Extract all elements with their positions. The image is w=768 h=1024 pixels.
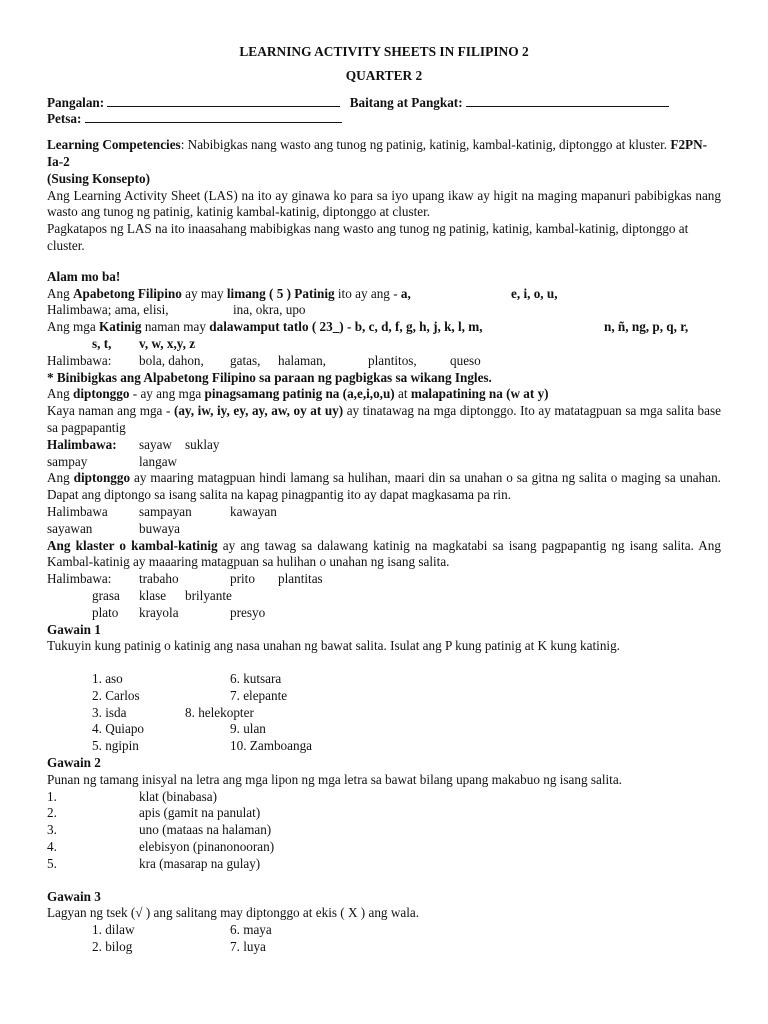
- text: sayaw: [139, 436, 172, 452]
- text: s, t,: [92, 335, 112, 351]
- text: grasa: [92, 587, 120, 603]
- diptonggo-examples-2: [47, 454, 721, 471]
- list-item: [47, 822, 721, 839]
- text: Halimbawa:: [47, 571, 112, 587]
- text: ay maaring matagpuan hindi lamang sa hulihan, maari din sa unahan o sa gitna ng salita o maging sa unahan. Dapat ang diptongo sa isang salita na kapag pinagpantig ito ay dapat magkasama pa rin.: [47, 470, 721, 503]
- concept-heading: (Susing Konsepto): [47, 170, 150, 186]
- text: 3.: [47, 822, 57, 838]
- vowels-line: [47, 286, 721, 303]
- text: krayola: [139, 604, 179, 620]
- text: limang ( 5 ) Patinig: [226, 285, 335, 301]
- text: Halimbawa: [47, 503, 108, 519]
- text: 2. bilog: [92, 939, 133, 955]
- text: at: [394, 386, 411, 402]
- text: gatas,: [230, 352, 261, 368]
- text: v, w, x,y, z: [139, 335, 196, 351]
- text: 2.: [47, 805, 57, 821]
- text: ina, okra, upo: [233, 302, 306, 318]
- text: trabaho: [139, 571, 179, 587]
- text: Ang: [47, 285, 74, 301]
- consonants-line: [47, 319, 721, 336]
- text: malapatining na (w at y): [410, 386, 549, 402]
- gawain3-items: [47, 922, 721, 956]
- text: prito: [230, 571, 255, 587]
- list-item: [47, 789, 721, 806]
- text: a,: [400, 285, 411, 301]
- text: 1. aso: [92, 671, 123, 687]
- text: 5. ngipin: [92, 738, 139, 754]
- diptonggo-paragraph: [47, 470, 721, 504]
- vowels-list: e, i, o, u,: [511, 285, 558, 301]
- text: Halimbawa:: [47, 436, 117, 452]
- text: Apabetong Filipino: [73, 285, 182, 301]
- text: Ang mga: [47, 319, 100, 335]
- concept-paragraph-2: Pagkatapos ng LAS na ito inaasahang mabibigkas nang wasto ang tunog ng patinig, katinig, kambal-katinig, diptonggo at cluster.: [47, 221, 689, 253]
- klaster-paragraph: [47, 538, 721, 572]
- name-blank[interactable]: [107, 94, 340, 107]
- list-item: [47, 705, 721, 722]
- diptonggo-examples-3: [47, 504, 721, 521]
- gawain1-heading: Gawain 1: [47, 621, 101, 637]
- text: kra (masarap na gulay): [139, 855, 261, 871]
- alphabet-note: * Binibigkas ang Alpabetong Filipino sa paraan ng pagbigkas sa wikang Ingles.: [47, 369, 492, 385]
- text: 5.: [47, 855, 57, 871]
- text: langaw: [139, 453, 178, 469]
- text: Kaya naman ang mga -: [47, 403, 174, 419]
- consonants-line-2: [47, 336, 721, 353]
- list-item: [47, 805, 721, 822]
- name-grade-row: [47, 94, 721, 111]
- text: klase: [139, 587, 167, 603]
- concept-paragraph-1: Ang Learning Activity Sheet (LAS) na ito ay ginawa ko para sa iyo upang ikaw ay higit na maging mapanuri pabibigkas nang wasto ang tunog ng patinig, katinig kambal-katinig, diptonggo at cluster.: [47, 187, 721, 220]
- consonant-examples: [47, 353, 721, 370]
- text: presyo: [230, 604, 266, 620]
- text: 4.: [47, 839, 57, 855]
- text: 4. Quiapo: [92, 721, 145, 737]
- learning-competencies: [47, 137, 721, 171]
- text: 6. kutsara: [230, 671, 282, 687]
- text: pinagsamang patinig na (a,e,i,o,u): [204, 386, 395, 402]
- text: sayawan: [47, 520, 93, 536]
- text: brilyante: [185, 587, 232, 603]
- klaster-examples-2: [47, 588, 721, 605]
- text: 7. luya: [230, 939, 266, 955]
- quarter-title: QUARTER 2: [345, 67, 423, 83]
- list-item: [47, 839, 721, 856]
- text: apis (gamit na panulat): [139, 805, 261, 821]
- text: 10. Zamboanga: [230, 738, 313, 754]
- klaster-examples-3: [47, 605, 721, 622]
- gawain1-items: [47, 671, 721, 755]
- text: 6. maya: [230, 922, 272, 938]
- text: uno (mataas na halaman): [139, 822, 272, 838]
- text: dalawamput tatlo ( 23_) - b, c, d, f, g, h, j, k, l, m,: [209, 319, 483, 335]
- check-icon: √: [135, 905, 143, 921]
- gawain1-instruction: Tukuyin kung patinig o katinig ang nasa unahan ng bawat salita. Isulat ang P kung patinig at K kung katinig.: [47, 638, 620, 654]
- text: (ay, iw, iy, ey, ay, aw, oy at uy): [173, 403, 344, 419]
- text: buwaya: [139, 520, 181, 536]
- text: 8. helekopter: [185, 704, 254, 720]
- text: plantitos,: [368, 352, 417, 368]
- text: Ang: [47, 470, 74, 486]
- text: 2. Carlos: [92, 687, 140, 703]
- text: ito ay ang -: [334, 285, 401, 301]
- text: - ay ang mga: [129, 386, 205, 402]
- date-blank[interactable]: [85, 110, 342, 123]
- gawain3-heading: Gawain 3: [47, 888, 101, 904]
- grade-blank[interactable]: [466, 94, 669, 107]
- text: 1. dilaw: [92, 922, 135, 938]
- text: Halimbawa:: [47, 352, 112, 368]
- text: diptonggo: [73, 386, 130, 402]
- diptonggo-examples-1: [47, 437, 721, 454]
- list-item: [47, 671, 721, 688]
- text: plato: [92, 604, 119, 620]
- text: Ang: [47, 386, 74, 402]
- student-info-fields: [47, 94, 721, 128]
- text: plantitas: [278, 571, 323, 587]
- text: Katinig: [99, 319, 142, 335]
- text: 3. isda: [92, 704, 127, 720]
- text: ay ang tawag sa dalawang katinig na magkatabi sa isang pagpapantig ng isang salita. Ang Kambal-katinig ay maaaring matagpuan sa hulihan o unahan ng isang salita.: [47, 537, 721, 570]
- text: bola, dahon,: [139, 352, 204, 368]
- competencies-text: : Nabibigkas nang wasto ang tunog ng patinig, katinig, kambal-katinig, diptonggo at kluster.: [180, 137, 668, 153]
- text: suklay: [185, 436, 220, 452]
- text: halaman,: [278, 352, 326, 368]
- list-item: [47, 939, 721, 956]
- text: diptonggo: [73, 470, 131, 486]
- list-item: [47, 688, 721, 705]
- date-label: Petsa:: [47, 111, 82, 127]
- text: 1.: [47, 788, 57, 804]
- list-item: [47, 922, 721, 939]
- text: queso: [450, 352, 481, 368]
- text: ay may: [181, 285, 227, 301]
- text: klat (binabasa): [139, 788, 217, 804]
- name-label: Pangalan:: [47, 94, 105, 110]
- document-title: LEARNING ACTIVITY SHEETS IN FILIPINO 2: [239, 44, 529, 59]
- klaster-examples-1: [47, 571, 721, 588]
- gawain3-instruction: [47, 905, 721, 922]
- text: ) ang salitang may diptonggo at ekis ( X ) ang wala.: [142, 905, 420, 921]
- text: kawayan: [230, 503, 277, 519]
- diptonggo-list: [47, 403, 721, 437]
- list-item: [47, 738, 721, 755]
- list-item: [47, 721, 721, 738]
- competencies-label: Learning Competencies: [47, 137, 181, 153]
- gawain2-instruction: Punan ng tamang inisyal na letra ang mga lipon ng mga letra sa bawat bilang upang makabuo ng isang salita.: [47, 771, 622, 787]
- text: Ang klaster o kambal-katinig: [47, 537, 218, 553]
- vowel-examples: [47, 302, 721, 319]
- competencies-code: F2PN-Ia-2: [47, 137, 708, 169]
- text: n, ñ, ng, p, q, r,: [604, 319, 689, 335]
- text: naman may: [141, 319, 210, 335]
- diptonggo-definition: [47, 386, 721, 403]
- gawain2-items: [47, 789, 721, 873]
- text: 9. ulan: [230, 721, 266, 737]
- diptonggo-examples-4: [47, 521, 721, 538]
- text: Lagyan ng tsek (: [47, 905, 136, 921]
- text: ay tinatawag na mga diptonggo. Ito ay matatagpuan sa mga salita base sa pagpapantig: [47, 403, 721, 435]
- list-item: [47, 856, 721, 873]
- text: 7. elepante: [230, 687, 288, 703]
- alam-heading: Alam mo ba!: [47, 268, 121, 284]
- text: Halimbawa; ama, elisi,: [47, 302, 169, 318]
- text: sampay: [47, 453, 88, 469]
- text: sampayan: [139, 503, 192, 519]
- text: elebisyon (pinanonooran): [139, 839, 275, 855]
- grade-label: Baitang at Pangkat:: [349, 94, 463, 110]
- gawain2-heading: Gawain 2: [47, 755, 101, 771]
- date-row: [47, 110, 721, 127]
